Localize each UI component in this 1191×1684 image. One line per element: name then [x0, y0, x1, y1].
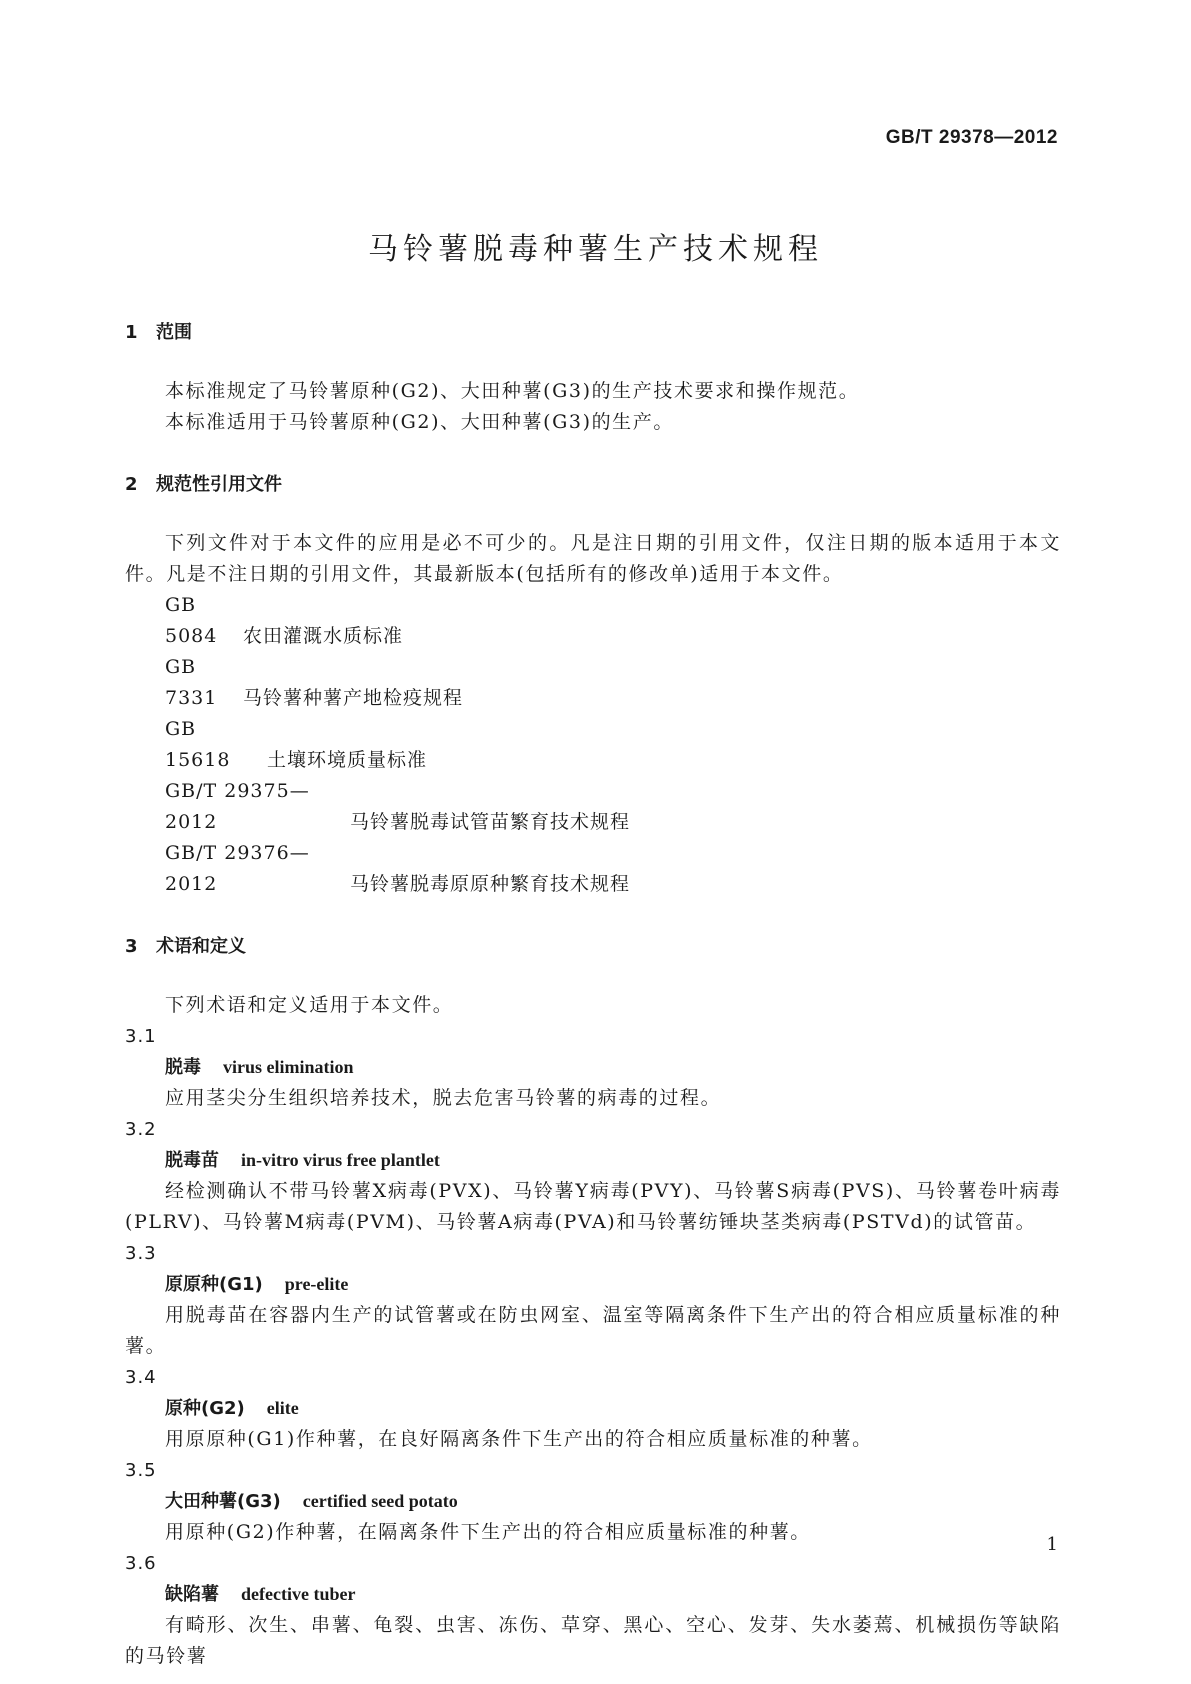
reference-item	[125, 838, 1061, 900]
term-heading	[125, 1269, 1061, 1300]
page-number: 1	[1046, 1534, 1058, 1555]
term-number: 3.5	[125, 1460, 157, 1481]
term-definition: 用原种(G2)作种薯，在隔离条件下生产出的符合相应质量标准的种薯。	[165, 1521, 811, 1543]
reference-title: 马铃薯种薯产地检疫规程	[243, 687, 464, 709]
term-en: certified seed potato	[302, 1491, 458, 1511]
term-definition: 用脱毒苗在容器内生产的试管薯或在防虫网室、温室等隔离条件下生产出的符合相应质量标准的种薯。	[125, 1304, 1061, 1357]
term-en: in-vitro virus free plantlet	[241, 1150, 440, 1170]
section-number: 2	[125, 474, 138, 495]
reference-title: 农田灌溉水质标准	[243, 625, 404, 647]
term-heading	[125, 1145, 1061, 1176]
paragraph: 下列文件对于本文件的应用是必不可少的。凡是注日期的引用文件，仅注日期的版本适用于本文件。凡是不注日期的引用文件，其最新版本(包括所有的修改单)适用于本文件。	[125, 532, 1061, 585]
standard-code: GB/T 29378—2012	[885, 127, 1058, 148]
reference-item	[125, 714, 1061, 776]
reference-title: 土壤环境质量标准	[267, 749, 428, 771]
term-zh: 缺陷薯	[165, 1584, 219, 1605]
section-number: 3	[125, 936, 138, 957]
document-title: 马铃薯脱毒种薯生产技术规程	[368, 232, 823, 267]
term-zh: 脱毒	[165, 1057, 201, 1078]
term-heading	[125, 1486, 1061, 1517]
reference-item	[125, 590, 1061, 652]
paragraph: 下列术语和定义适用于本文件。	[165, 994, 454, 1016]
section-heading-terms-definitions	[125, 932, 1061, 962]
section-heading-normative-references	[125, 470, 1061, 500]
reference-code: GB/T 29376—2012	[165, 842, 310, 895]
term-en: pre-elite	[284, 1274, 349, 1294]
term-number: 3.2	[125, 1119, 157, 1140]
term-zh: 大田种薯(G3)	[165, 1491, 281, 1512]
term-definition: 有畸形、次生、串薯、龟裂、虫害、冻伤、草穿、黑心、空心、发芽、失水萎蔫、机械损伤等缺陷的马铃薯	[125, 1614, 1061, 1667]
term-number: 3.1	[125, 1026, 157, 1047]
paragraph: 本标准规定了马铃薯原种(G2)、大田种薯(G3)的生产技术要求和操作规范。	[165, 380, 860, 402]
reference-code: GB 5084	[165, 594, 218, 647]
document-body	[125, 318, 1061, 1672]
term-heading	[125, 1393, 1061, 1424]
term-en: elite	[266, 1398, 299, 1418]
section-title: 术语和定义	[156, 936, 246, 957]
term-definition: 用原原种(G1)作种薯，在良好隔离条件下生产出的符合相应质量标准的种薯。	[165, 1428, 873, 1450]
term-en: defective tuber	[241, 1584, 356, 1604]
term-number: 3.6	[125, 1553, 157, 1574]
reference-item	[125, 652, 1061, 714]
term-heading	[125, 1579, 1061, 1610]
term-en: virus elimination	[223, 1057, 354, 1077]
reference-code: GB 15618	[165, 718, 231, 771]
term-zh: 原原种(G1)	[165, 1274, 263, 1295]
term-definition: 经检测确认不带马铃薯X病毒(PVX)、马铃薯Y病毒(PVY)、马铃薯S病毒(PVS)、马铃薯卷叶病毒(PLRV)、马铃薯M病毒(PVM)、马铃薯A病毒(PVA)和马铃薯纺锤块茎类病毒(PSTVd)的试管苗。	[125, 1180, 1061, 1233]
paragraph: 本标准适用于马铃薯原种(G2)、大田种薯(G3)的生产。	[165, 411, 674, 433]
term-number: 3.4	[125, 1367, 157, 1388]
reference-code: GB 7331	[165, 656, 218, 709]
reference-item	[125, 776, 1061, 838]
section-heading-scope	[125, 318, 1061, 348]
reference-code: GB/T 29375—2012	[165, 780, 310, 833]
term-heading	[125, 1052, 1061, 1083]
term-zh: 原种(G2)	[165, 1398, 245, 1419]
reference-title: 马铃薯脱毒试管苗繁育技术规程	[350, 811, 631, 833]
term-definition: 应用茎尖分生组织培养技术，脱去危害马铃薯的病毒的过程。	[165, 1087, 722, 1109]
reference-title: 马铃薯脱毒原原种繁育技术规程	[350, 873, 631, 895]
term-number: 3.3	[125, 1243, 157, 1264]
term-zh: 脱毒苗	[165, 1150, 219, 1171]
section-number: 1	[125, 322, 138, 343]
section-title: 范围	[156, 322, 192, 343]
section-title: 规范性引用文件	[156, 474, 282, 495]
